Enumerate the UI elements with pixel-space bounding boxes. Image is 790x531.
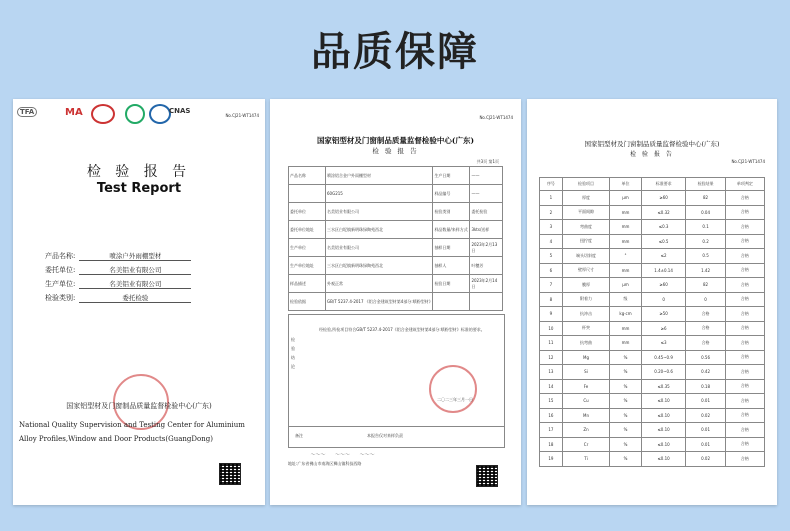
results-cell: 合格	[725, 191, 764, 206]
details-cell: 检验日期	[433, 275, 470, 293]
results-cell: 9	[540, 307, 563, 322]
results-cell: 合格	[725, 394, 764, 409]
results-cell: %	[610, 394, 641, 409]
details-cell	[470, 293, 503, 311]
details-cell: 生产单位	[289, 239, 326, 257]
results-cell: 16	[540, 408, 563, 423]
results-cell: 0.2	[686, 234, 725, 249]
results-cell: 0.42	[686, 365, 725, 380]
details-cell: 检验依据	[289, 293, 326, 311]
results-cell: 合格	[725, 278, 764, 293]
results-cell: 膜厚	[562, 278, 610, 293]
results-cell: 合格	[725, 408, 764, 423]
results-cell: 合格	[725, 220, 764, 235]
details-cell: 产品名称	[289, 167, 326, 185]
heading-cn: 检 验 报 告	[86, 164, 192, 180]
results-cell: 0.01	[686, 394, 725, 409]
results-cell: %	[610, 350, 641, 365]
results-cell: 端头切斜度	[562, 249, 610, 264]
results-cell: %	[610, 437, 641, 452]
results-cell: 19	[540, 452, 563, 467]
details-cell: 叶穗芳	[470, 257, 503, 275]
results-cell: ≤0.10	[641, 437, 686, 452]
results-row	[540, 205, 765, 220]
results-cell: 14	[540, 379, 563, 394]
details-cell: 委托单位	[289, 203, 326, 221]
results-cell: 抗冲击	[562, 307, 610, 322]
details-cell: 名美铝业有限公司	[326, 239, 433, 257]
results-cell: mm	[610, 263, 641, 278]
heading-issuer: 国家铝型材及门窗制品质量监督检验中心(广东)	[316, 136, 475, 145]
results-cell: 合格	[686, 321, 725, 336]
heading-en: Test Report	[96, 181, 182, 196]
results-row	[540, 379, 765, 394]
results-cell: mm	[610, 234, 641, 249]
results-cell: ≤0.35	[641, 379, 686, 394]
field-row-category: 检验类别: 委托检验	[45, 293, 191, 303]
results-cell: 合格	[725, 249, 764, 264]
results-cell: 1	[540, 191, 563, 206]
details-cell: 生产单位地址	[289, 257, 326, 275]
details-cell	[289, 185, 326, 203]
results-cell: 厚度	[562, 191, 610, 206]
results-cell: 0.02	[686, 452, 725, 467]
results-cell: °	[610, 249, 641, 264]
results-cell: ≤0.10	[641, 423, 686, 438]
results-header-cell: 序号	[540, 178, 563, 191]
results-cell: ≤0.32	[641, 205, 686, 220]
details-cell: 检验类别	[433, 203, 470, 221]
details-row	[289, 221, 503, 239]
results-cell: %	[610, 379, 641, 394]
results-cell: 壁厚尺寸	[562, 263, 610, 278]
results-cell: kg·cm	[610, 307, 641, 322]
results-cell: mm	[610, 220, 641, 235]
results-row	[540, 452, 765, 467]
qr-code	[476, 465, 498, 487]
results-cell: 0.18	[686, 379, 725, 394]
details-cell: 委托检验	[470, 203, 503, 221]
details-cell: 2023年2月13日	[470, 239, 503, 257]
details-cell: 样品编号	[433, 185, 470, 203]
results-cell: Mg	[562, 350, 610, 365]
details-cell: 喷涂铝合金户外雨棚型材	[326, 167, 433, 185]
details-cell: 名美铝业有限公司	[326, 203, 433, 221]
results-cell: 抗弯曲	[562, 336, 610, 351]
results-cell: 0.02	[686, 408, 725, 423]
results-row	[540, 321, 765, 336]
details-cell: ——	[470, 185, 503, 203]
results-cell: Fe	[562, 379, 610, 394]
results-cell: 0.04	[686, 205, 725, 220]
results-cell: 合格	[725, 350, 764, 365]
results-cell: 4	[540, 234, 563, 249]
details-cell: 抽样日期	[433, 239, 470, 257]
sign-date: 二〇二三年三月一日	[437, 397, 473, 402]
results-cell: 合格	[686, 336, 725, 351]
results-cell: ≤0.5	[641, 234, 686, 249]
results-cell: ≥50	[641, 307, 686, 322]
results-cell: 0.01	[686, 437, 725, 452]
results-cell: ≥6	[641, 321, 686, 336]
results-cell: %	[610, 365, 641, 380]
heading-issuer: 国家铝型材及门窗制品质量监督检验中心(广东)	[584, 140, 720, 148]
results-cell: Ti	[562, 452, 610, 467]
results-cell: 平面间隙	[562, 205, 610, 220]
heading-report: 检 验 报 告	[630, 151, 674, 158]
ma-circle-icon	[91, 104, 115, 124]
results-cell: 18	[540, 437, 563, 452]
results-table	[539, 177, 765, 467]
details-row	[289, 185, 503, 203]
results-cell: 合格	[725, 292, 764, 307]
results-cell: 3	[540, 220, 563, 235]
results-cell: 扭拧度	[562, 234, 610, 249]
details-cell: 三水区白坭镇新明珠绿陶苑西北	[326, 257, 433, 275]
heading-report: 检 验 报 告	[372, 147, 419, 155]
signatures: ～～～ ～～～ ～～～	[310, 452, 375, 458]
results-cell: 合格	[725, 205, 764, 220]
results-cell: ≥60	[641, 278, 686, 293]
results-cell: 弯曲度	[562, 220, 610, 235]
results-cell: 0.45~0.9	[641, 350, 686, 365]
results-row	[540, 263, 765, 278]
details-table	[288, 166, 503, 311]
details-cell: 三水区白坭镇新明珠绿陶苑西北	[326, 221, 433, 239]
results-header-cell: 标准要求	[641, 178, 686, 191]
cnas-icon	[149, 104, 171, 124]
results-cell: 13	[540, 365, 563, 380]
results-row	[540, 336, 765, 351]
details-row	[289, 239, 503, 257]
results-row	[540, 220, 765, 235]
page-title: 品质保障	[311, 29, 479, 75]
official-seal-stamp	[429, 365, 477, 413]
results-cell: Si	[562, 365, 610, 380]
tfa-logo: TFA	[17, 107, 37, 117]
details-cell: 2023年2月14日	[470, 275, 503, 293]
results-cell: 合格	[725, 423, 764, 438]
results-row	[540, 191, 765, 206]
details-cell: 样品描述	[289, 275, 326, 293]
field-row-client: 委托单位: 名美铝业有限公司	[45, 265, 191, 275]
results-cell: ≥60	[641, 191, 686, 206]
details-cell: 样品数量/来样方式	[433, 221, 470, 239]
results-cell: 合格	[725, 452, 764, 467]
results-cell: %	[610, 408, 641, 423]
details-row	[289, 275, 503, 293]
results-header-cell: 单项判定	[725, 178, 764, 191]
details-cell: 抽样人	[433, 257, 470, 275]
field-row-manufacturer: 生产单位: 名美铝业有限公司	[45, 279, 191, 289]
results-row	[540, 423, 765, 438]
details-cell: 委托单位地址	[289, 221, 326, 239]
results-cell: ≤0.10	[641, 408, 686, 423]
conclusion-label: 检 验 结 论	[291, 337, 295, 369]
results-cell: 15	[540, 394, 563, 409]
report-details-document	[270, 99, 521, 505]
results-cell: mm	[610, 336, 641, 351]
results-header-cell: 检验结果	[686, 178, 725, 191]
results-cell: 11	[540, 336, 563, 351]
results-cell: Cu	[562, 394, 610, 409]
ilac-icon	[125, 104, 145, 124]
details-row	[289, 203, 503, 221]
results-cell: Zn	[562, 423, 610, 438]
details-cell: GB/T 5237.4-2017 《铝合金建筑型材第4部分:喷粉型材》	[326, 293, 433, 311]
results-cell: mm	[610, 321, 641, 336]
results-cell: 级	[610, 292, 641, 307]
results-row	[540, 437, 765, 452]
results-cell: 合格	[725, 437, 764, 452]
results-cell: 10	[540, 321, 563, 336]
results-cell: μm	[610, 191, 641, 206]
results-cell: 2	[540, 205, 563, 220]
results-cell: %	[610, 452, 641, 467]
details-cell: ——	[470, 167, 503, 185]
results-cell: 1.4±0.14	[641, 263, 686, 278]
results-cell: 5	[540, 249, 563, 264]
issuer-cn: 国家铝型材及门窗制品质量监督检验中心(广东)	[66, 402, 212, 410]
results-cell: 12	[540, 350, 563, 365]
field-row-product: 产品名称: 喷涂户外雨棚型材	[45, 251, 191, 261]
cnas-logo: CNAS	[169, 107, 191, 115]
results-cell: 合格	[725, 234, 764, 249]
results-cell: 0	[686, 292, 725, 307]
report-number: No.CJ21-WT1474	[731, 159, 765, 164]
results-cell: %	[610, 423, 641, 438]
results-cell: 82	[686, 191, 725, 206]
results-cell: Mn	[562, 408, 610, 423]
results-cell: 合格	[725, 307, 764, 322]
conclusion-box	[288, 314, 505, 427]
results-cell: 1.42	[686, 263, 725, 278]
results-row	[540, 350, 765, 365]
results-cell: ≤2	[641, 249, 686, 264]
results-cell: 0.5	[686, 249, 725, 264]
results-cell: ≤3	[641, 336, 686, 351]
ma-logo: MA	[65, 107, 83, 118]
issuer-en-line2: Alloy Profiles,Window and Door Products(GuangDong)	[19, 435, 213, 443]
results-cell: 合格	[725, 365, 764, 380]
results-row	[540, 365, 765, 380]
qr-code	[219, 463, 241, 485]
issuer-en-line1: National Quality Supervision and Testing Center for Aluminium	[19, 421, 245, 429]
results-cell: 0.01	[686, 423, 725, 438]
conclusion-text: 经检验,所检项目符合GB/T 5237.4-2017《铝合金建筑型材第4部分:喷粉型材》标准的要求。	[319, 327, 485, 332]
results-header-row	[540, 178, 765, 191]
details-row	[289, 293, 503, 311]
report-number: No.CJ21-WT1474	[225, 113, 259, 118]
page-number: 共3页 第1页	[476, 159, 499, 164]
results-cell: 合格	[725, 321, 764, 336]
results-cell: 0.1	[686, 220, 725, 235]
results-row	[540, 307, 765, 322]
test-results-document	[527, 99, 777, 505]
results-cell: 6	[540, 263, 563, 278]
results-cell: 0.56	[686, 350, 725, 365]
results-cell: μm	[610, 278, 641, 293]
results-cell: 附着力	[562, 292, 610, 307]
results-cell: 合格	[725, 336, 764, 351]
results-row	[540, 408, 765, 423]
results-cell: 0	[641, 292, 686, 307]
results-cell: 合格	[686, 307, 725, 322]
details-row	[289, 257, 503, 275]
details-cell: 3kts/送样	[470, 221, 503, 239]
results-cell: 17	[540, 423, 563, 438]
results-cell: 8	[540, 292, 563, 307]
remarks-text: 本报告仅对来样负责	[367, 433, 403, 438]
footer-address: 地址:广东省佛山市南海区狮山镇科技西路	[288, 461, 362, 466]
results-cell: ≤0.10	[641, 394, 686, 409]
details-cell: 生产日期	[433, 167, 470, 185]
results-row	[540, 249, 765, 264]
report-cover-document	[13, 99, 265, 505]
results-header-cell: 检验项目	[562, 178, 610, 191]
details-cell: 外观正常	[326, 275, 433, 293]
results-cell: ≤0.10	[641, 452, 686, 467]
report-number: No.CJ21-WT1474	[479, 115, 513, 120]
details-cell: 60G215	[326, 185, 433, 203]
details-row	[289, 167, 503, 185]
results-cell: 82	[686, 278, 725, 293]
results-header-cell: 单位	[610, 178, 641, 191]
results-cell: 0.20~0.6	[641, 365, 686, 380]
results-cell: 合格	[725, 379, 764, 394]
results-cell: ≤0.3	[641, 220, 686, 235]
results-cell: mm	[610, 205, 641, 220]
results-row	[540, 278, 765, 293]
results-cell: 合格	[725, 263, 764, 278]
remarks-row	[288, 425, 505, 448]
results-cell: 杯突	[562, 321, 610, 336]
results-row	[540, 394, 765, 409]
results-cell: 7	[540, 278, 563, 293]
results-cell: Cr	[562, 437, 610, 452]
remarks-label: 备注	[295, 433, 303, 438]
details-cell	[433, 293, 470, 311]
results-row	[540, 292, 765, 307]
results-row	[540, 234, 765, 249]
